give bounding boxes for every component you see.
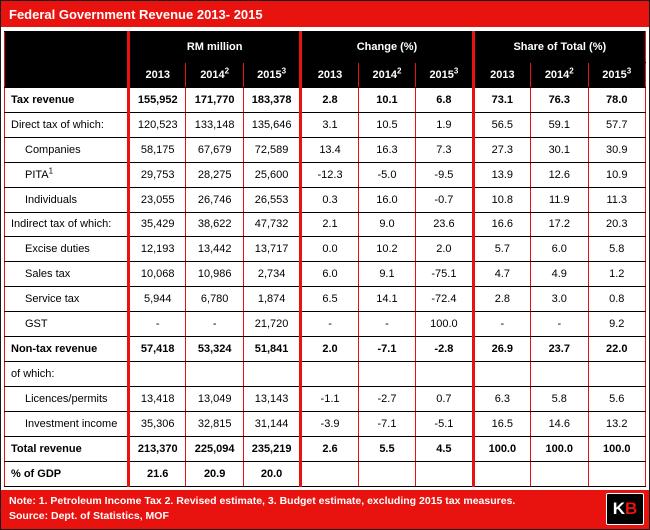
table-cell: 11.9	[531, 187, 588, 212]
table-cell: 2.8	[473, 287, 530, 312]
table-cell: 16.6	[473, 212, 530, 237]
table-cell: 14.1	[358, 287, 415, 312]
table-cell	[358, 361, 415, 386]
table-cell: -	[129, 312, 186, 337]
table-cell: 20.9	[186, 461, 243, 486]
table-row	[5, 361, 646, 386]
table-cell	[531, 461, 588, 486]
table-cell: 3.0	[531, 287, 588, 312]
table-cell: 31,144	[243, 411, 300, 436]
column-group-header: Share of Total (%)	[473, 32, 645, 63]
table-cell: 10,068	[129, 262, 186, 287]
table-cell: -9.5	[416, 162, 473, 187]
group-header-row	[5, 32, 646, 63]
table-cell: -7.1	[358, 411, 415, 436]
table-cell: 53,324	[186, 337, 243, 362]
year-header: 2014$^2$	[186, 63, 243, 88]
table-cell: -2.7	[358, 386, 415, 411]
table-cell: -0.7	[416, 187, 473, 212]
table-cell: 2.6	[301, 436, 358, 461]
table-cell: 57,418	[129, 337, 186, 362]
table-cell: 225,094	[186, 436, 243, 461]
table-cell: 213,370	[129, 436, 186, 461]
table-cell: 28,275	[186, 162, 243, 187]
table-row	[5, 112, 646, 137]
table-cell: -72.4	[416, 287, 473, 312]
table-cell: 6.0	[301, 262, 358, 287]
revenue-table	[4, 31, 646, 487]
table-cell: 47,732	[243, 212, 300, 237]
table-cell: 6.8	[416, 88, 473, 113]
table-cell: 9.2	[588, 312, 646, 337]
page-title: Federal Government Revenue 2013- 2015	[1, 1, 649, 27]
table-cell: 5.6	[588, 386, 646, 411]
row-label: % of GDP	[5, 461, 129, 486]
table-cell: 6,780	[186, 287, 243, 312]
table-body	[5, 88, 646, 487]
row-label: Sales tax	[5, 262, 129, 287]
table-cell: -5.0	[358, 162, 415, 187]
year-header: 2014$^2$	[531, 63, 588, 88]
table-cell	[416, 361, 473, 386]
year-header: 2013	[473, 63, 530, 88]
table-cell: 20.3	[588, 212, 646, 237]
table-row	[5, 237, 646, 262]
table-cell	[301, 461, 358, 486]
table-cell: 13,143	[243, 386, 300, 411]
table-cell: 10,986	[186, 262, 243, 287]
row-label: Investment income	[5, 411, 129, 436]
table-cell: 14.6	[531, 411, 588, 436]
table-cell: -	[186, 312, 243, 337]
row-label: Excise duties	[5, 237, 129, 262]
row-label: GST	[5, 312, 129, 337]
table-cell: 5.5	[358, 436, 415, 461]
table-cell: 6.5	[301, 287, 358, 312]
table-cell: 1,874	[243, 287, 300, 312]
table-cell: 2.1	[301, 212, 358, 237]
table-cell: 30.1	[531, 137, 588, 162]
year-header: 2015$^3$	[588, 63, 646, 88]
table-cell: 73.1	[473, 88, 530, 113]
year-header: 2014$^2$	[358, 63, 415, 88]
table-cell: 100.0	[416, 312, 473, 337]
table-cell: 13.2	[588, 411, 646, 436]
kb-logo-letter-b: B	[625, 498, 638, 518]
table-cell: 6.3	[473, 386, 530, 411]
table-cell: 171,770	[186, 88, 243, 113]
table-cell: 2.0	[301, 337, 358, 362]
table-row	[5, 287, 646, 312]
table-row	[5, 187, 646, 212]
column-group-header: Change (%)	[301, 32, 473, 63]
row-label: Tax revenue	[5, 88, 129, 113]
table-cell: -2.8	[416, 337, 473, 362]
table-cell: 72,589	[243, 137, 300, 162]
table-cell	[473, 461, 530, 486]
table-cell: 16.3	[358, 137, 415, 162]
table-cell: 0.3	[301, 187, 358, 212]
table-cell: 26,553	[243, 187, 300, 212]
table-cell: 5,944	[129, 287, 186, 312]
table-cell: 59.1	[531, 112, 588, 137]
table-cell: -	[301, 312, 358, 337]
table-cell: 7.3	[416, 137, 473, 162]
table-cell: 10.5	[358, 112, 415, 137]
year-header: 2013	[301, 63, 358, 88]
table-row	[5, 212, 646, 237]
table-cell: 10.8	[473, 187, 530, 212]
table-cell: 9.0	[358, 212, 415, 237]
row-label: of which:	[5, 361, 129, 386]
table-cell: 29,753	[129, 162, 186, 187]
table-cell: 12.6	[531, 162, 588, 187]
table-cell: 4.5	[416, 436, 473, 461]
table-cell	[301, 361, 358, 386]
table-cell: 1.9	[416, 112, 473, 137]
table-cell	[588, 461, 646, 486]
year-header: 2013	[129, 63, 186, 88]
row-label: Companies	[5, 137, 129, 162]
table-cell: 10.2	[358, 237, 415, 262]
table-row	[5, 312, 646, 337]
year-header: 2015$^3$	[416, 63, 473, 88]
table-cell: 78.0	[588, 88, 646, 113]
table-cell: 76.3	[531, 88, 588, 113]
table-cell: 5.7	[473, 237, 530, 262]
table-cell: 183,378	[243, 88, 300, 113]
table-cell: 13.4	[301, 137, 358, 162]
table-cell: 21.6	[129, 461, 186, 486]
table-cell: 4.9	[531, 262, 588, 287]
table-cell: 35,306	[129, 411, 186, 436]
table-cell: 100.0	[588, 436, 646, 461]
table-row	[5, 461, 646, 486]
table-container	[1, 27, 649, 490]
table-cell	[588, 361, 646, 386]
table-cell	[243, 361, 300, 386]
table-cell: 0.7	[416, 386, 473, 411]
table-corner-cell	[5, 32, 129, 88]
table-cell: 2.0	[416, 237, 473, 262]
table-cell: 58,175	[129, 137, 186, 162]
table-cell: 23.7	[531, 337, 588, 362]
table-cell: 135,646	[243, 112, 300, 137]
table-cell: 26,746	[186, 187, 243, 212]
kb-logo	[606, 493, 644, 525]
table-cell: 67,679	[186, 137, 243, 162]
table-cell: 5.8	[531, 386, 588, 411]
table-cell: 133,148	[186, 112, 243, 137]
table-cell: 155,952	[129, 88, 186, 113]
table-cell: 17.2	[531, 212, 588, 237]
table-cell: 25,600	[243, 162, 300, 187]
table-cell: 6.0	[531, 237, 588, 262]
row-label: Non-tax revenue	[5, 337, 129, 362]
table-cell	[473, 361, 530, 386]
row-label: Total revenue	[5, 436, 129, 461]
row-label: Individuals	[5, 187, 129, 212]
table-cell: 13,418	[129, 386, 186, 411]
table-cell: 26.9	[473, 337, 530, 362]
kb-logo-letter-k: K	[612, 498, 625, 518]
table-cell: -75.1	[416, 262, 473, 287]
table-row	[5, 436, 646, 461]
table-cell: 11.3	[588, 187, 646, 212]
table-row	[5, 137, 646, 162]
table-cell: 21,720	[243, 312, 300, 337]
table-cell: -3.9	[301, 411, 358, 436]
table-cell: 3.1	[301, 112, 358, 137]
table-cell: 2,734	[243, 262, 300, 287]
table-cell: 2.8	[301, 88, 358, 113]
table-cell: 56.5	[473, 112, 530, 137]
source-text: Source: Dept. of Statistics, MOF	[9, 509, 169, 522]
table-row	[5, 88, 646, 113]
table-cell: 51,841	[243, 337, 300, 362]
row-label: Service tax	[5, 287, 129, 312]
table-cell: 10.9	[588, 162, 646, 187]
table-cell: -1.1	[301, 386, 358, 411]
table-cell	[531, 361, 588, 386]
table-cell: -	[473, 312, 530, 337]
table-cell: 12,193	[129, 237, 186, 262]
table-cell: 235,219	[243, 436, 300, 461]
table-cell: 13,717	[243, 237, 300, 262]
row-label: PITA$^1$	[5, 162, 129, 187]
year-header: 2015$^3$	[243, 63, 300, 88]
table-cell: 0.0	[301, 237, 358, 262]
table-cell: 1.2	[588, 262, 646, 287]
table-cell: 22.0	[588, 337, 646, 362]
table-cell: 57.7	[588, 112, 646, 137]
table-cell	[358, 461, 415, 486]
table-cell: 0.8	[588, 287, 646, 312]
table-cell: 100.0	[473, 436, 530, 461]
table-cell: 20.0	[243, 461, 300, 486]
table-cell: -5.1	[416, 411, 473, 436]
note-text: Note: 1. Petroleum Income Tax 2. Revised estimate, 3. Budget estimate, excluding 2015 tax measures.	[9, 494, 516, 507]
table-cell: 23.6	[416, 212, 473, 237]
table-cell	[129, 361, 186, 386]
table-cell: 38,622	[186, 212, 243, 237]
table-cell: 16.5	[473, 411, 530, 436]
table-cell: 13,049	[186, 386, 243, 411]
table-cell: 16.0	[358, 187, 415, 212]
table-cell: 100.0	[531, 436, 588, 461]
table-row	[5, 411, 646, 436]
column-group-header: RM million	[129, 32, 301, 63]
table-cell: 13.9	[473, 162, 530, 187]
row-label: Direct tax of which:	[5, 112, 129, 137]
table-row	[5, 337, 646, 362]
row-label: Licences/permits	[5, 386, 129, 411]
table-cell	[416, 461, 473, 486]
table-cell: -	[531, 312, 588, 337]
table-cell: 120,523	[129, 112, 186, 137]
table-cell	[186, 361, 243, 386]
table-cell: 32,815	[186, 411, 243, 436]
table-cell: 13,442	[186, 237, 243, 262]
table-cell: 5.8	[588, 237, 646, 262]
table-row	[5, 162, 646, 187]
table-cell: -12.3	[301, 162, 358, 187]
table-cell: 35,429	[129, 212, 186, 237]
table-cell: 4.7	[473, 262, 530, 287]
table-cell: -	[358, 312, 415, 337]
table-cell: 30.9	[588, 137, 646, 162]
table-cell: 23,055	[129, 187, 186, 212]
table-cell: 9.1	[358, 262, 415, 287]
table-row	[5, 386, 646, 411]
table-cell: 10.1	[358, 88, 415, 113]
table-cell: 27.3	[473, 137, 530, 162]
footer-bar	[1, 490, 649, 529]
table-row	[5, 262, 646, 287]
row-label: Indirect tax of which:	[5, 212, 129, 237]
table-header	[5, 32, 646, 88]
table-cell: -7.1	[358, 337, 415, 362]
